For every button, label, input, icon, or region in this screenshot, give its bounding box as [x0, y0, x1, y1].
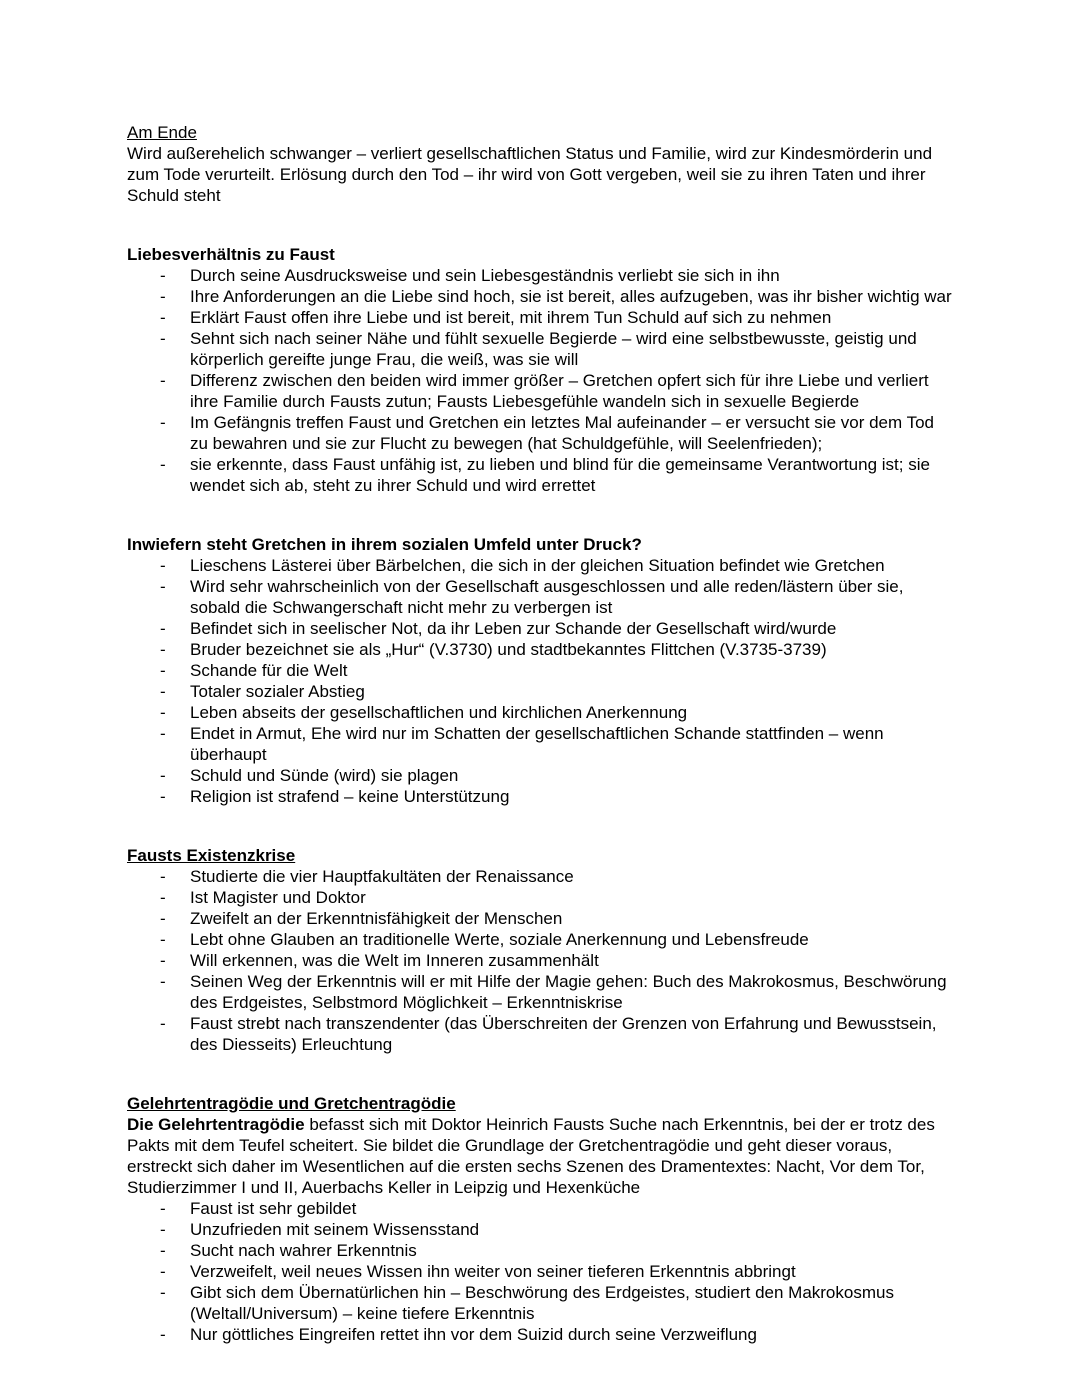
bullet-text: Differenz zwischen den beiden wird immer größer – Gretchen opfert sich für ihre Liebe und verliert ihre Familie durch Fausts zutun; Fausts Liebesgefühle wandeln sich in sexuelle Begierde	[190, 371, 929, 411]
bullet-marker: -	[160, 1262, 166, 1281]
list-item	[127, 702, 953, 723]
bullet-text: Faust strebt nach transzendenter (das Überschreiten der Grenzen von Erfahrung und Bewusstsein, des Diesseits) Erleuchtung	[190, 1014, 937, 1054]
list-item	[127, 307, 953, 328]
list-item	[127, 1013, 953, 1055]
paragraph-text: befasst sich mit Doktor Heinrich Fausts Suche nach Erkenntnis, bei der er trotz des Pakts mit dem Teufel scheitert. Sie bildet die Grundlage der Gretchentragödie und geht dieser voraus, erstreckt sich daher im Wesentlichen auf die ersten sechs Szenen des Dramentextes: Nacht, Vor dem Tor, Studierzimmer I und II, Auerbachs Keller in Leipzig und Hexenküche	[127, 1115, 935, 1197]
bullet-marker: -	[160, 930, 166, 949]
paragraph-lead: Die Gelehrtentragödie	[127, 1115, 305, 1134]
bullet-text: Durch seine Ausdrucksweise und sein Liebesgeständnis verliebt sie sich in ihn	[190, 266, 780, 285]
list-item	[127, 286, 953, 307]
section-heading: Am Ende	[127, 123, 197, 142]
bullet-marker: -	[160, 682, 166, 701]
bullet-text: sie erkennte, dass Faust unfähig ist, zu lieben und blind für die gemeinsame Verantwortung ist; sie wendet sich ab, steht zu ihrer Schuld und wird errettet	[190, 455, 930, 495]
bullet-marker: -	[160, 640, 166, 659]
bullet-text: Gibt sich dem Übernatürlichen hin – Beschwörung des Erdgeistes, studiert den Makrokosmus (Weltall/Universum) – keine tiefere Erkenntnis	[190, 1283, 894, 1323]
bullet-text: Schande für die Welt	[190, 661, 348, 680]
bullet-text: Seinen Weg der Erkenntnis will er mit Hilfe der Magie gehen: Buch des Makrokosmus, Beschwörung des Erdgeistes, Selbstmord Möglichkeit – Erkenntniskrise	[190, 972, 947, 1012]
list-item	[127, 660, 953, 681]
bullet-marker: -	[160, 619, 166, 638]
bullet-text: Nur göttliches Eingreifen rettet ihn vor dem Suizid durch seine Verzweiflung	[190, 1325, 757, 1344]
list-item	[127, 765, 953, 786]
bullet-text: Erklärt Faust offen ihre Liebe und ist bereit, mit ihrem Tun Schuld auf sich zu nehmen	[190, 308, 832, 327]
list-item	[127, 866, 953, 887]
bullet-text: Faust ist sehr gebildet	[190, 1199, 357, 1218]
section-heading: Fausts Existenzkrise	[127, 846, 296, 865]
list-item	[127, 639, 953, 660]
bullet-marker: -	[160, 909, 166, 928]
bullet-text: Leben abseits der gesellschaftlichen und kirchlichen Anerkennung	[190, 703, 688, 722]
list-item	[127, 370, 953, 412]
list-item	[127, 555, 953, 576]
list-item	[127, 1219, 953, 1240]
section	[127, 534, 953, 807]
bullet-marker: -	[160, 287, 166, 306]
bullet-list	[127, 265, 953, 496]
bullet-marker: -	[160, 1199, 166, 1218]
bullet-text: Lebt ohne Glauben an traditionelle Werte, soziale Anerkennung und Lebensfreude	[190, 930, 809, 949]
bullet-text: Zweifelt an der Erkenntnisfähigkeit der Menschen	[190, 909, 563, 928]
bullet-marker: -	[160, 329, 166, 348]
list-item	[127, 723, 953, 765]
bullet-text: Religion ist strafend – keine Unterstützung	[190, 787, 510, 806]
document-body	[127, 122, 953, 1345]
list-item	[127, 618, 953, 639]
list-item	[127, 908, 953, 929]
bullet-text: Studierte die vier Hauptfakultäten der Renaissance	[190, 867, 574, 886]
bullet-marker: -	[160, 766, 166, 785]
bullet-list	[127, 555, 953, 807]
bullet-list	[127, 866, 953, 1055]
list-item	[127, 1261, 953, 1282]
bullet-text: Ist Magister und Doktor	[190, 888, 366, 907]
bullet-text: Unzufrieden mit seinem Wissensstand	[190, 1220, 480, 1239]
list-item	[127, 1282, 953, 1324]
bullet-marker: -	[160, 888, 166, 907]
list-item	[127, 1198, 953, 1219]
bullet-list	[127, 1198, 953, 1345]
bullet-text: Totaler sozialer Abstieg	[190, 682, 365, 701]
section	[127, 244, 953, 496]
list-item	[127, 576, 953, 618]
list-item	[127, 454, 953, 496]
bullet-text: Sehnt sich nach seiner Nähe und fühlt sexuelle Begierde – wird eine selbstbewusste, geistig und körperlich gereifte junge Frau, die weiß, was sie will	[190, 329, 917, 369]
list-item	[127, 786, 953, 807]
list-item	[127, 929, 953, 950]
bullet-marker: -	[160, 1241, 166, 1260]
bullet-text: Verzweifelt, weil neues Wissen ihn weiter von seiner tieferen Erkenntnis abbringt	[190, 1262, 796, 1281]
bullet-marker: -	[160, 867, 166, 886]
list-item	[127, 681, 953, 702]
bullet-marker: -	[160, 703, 166, 722]
bullet-text: Sucht nach wahrer Erkenntnis	[190, 1241, 417, 1260]
bullet-text: Befindet sich in seelischer Not, da ihr Leben zur Schande der Gesellschaft wird/wurde	[190, 619, 837, 638]
bullet-marker: -	[160, 1014, 166, 1033]
bullet-text: Lieschens Lästerei über Bärbelchen, die sich in der gleichen Situation befindet wie Gretchen	[190, 556, 885, 575]
section	[127, 1093, 953, 1345]
bullet-marker: -	[160, 787, 166, 806]
bullet-marker: -	[160, 266, 166, 285]
bullet-marker: -	[160, 413, 166, 432]
list-item	[127, 971, 953, 1013]
bullet-text: Will erkennen, was die Welt im Inneren zusammenhält	[190, 951, 599, 970]
bullet-marker: -	[160, 1220, 166, 1239]
bullet-marker: -	[160, 1283, 166, 1302]
section-heading: Inwiefern steht Gretchen in ihrem sozialen Umfeld unter Druck?	[127, 535, 642, 554]
bullet-marker: -	[160, 951, 166, 970]
section	[127, 122, 953, 206]
list-item	[127, 1240, 953, 1261]
bullet-marker: -	[160, 1325, 166, 1344]
paragraph: Wird außerehelich schwanger – verliert gesellschaftlichen Status und Familie, wird zur Kindesmörderin und zum Tode verurteilt. Erlösung durch den Tod – ihr wird von Gott vergeben, weil sie zu ihren Taten und ihrer Schuld steht	[127, 144, 933, 205]
list-item	[127, 950, 953, 971]
bullet-marker: -	[160, 972, 166, 991]
bullet-marker: -	[160, 724, 166, 743]
list-item	[127, 265, 953, 286]
bullet-text: Endet in Armut, Ehe wird nur im Schatten der gesellschaftlichen Schande stattfinden – wenn überhaupt	[190, 724, 884, 764]
bullet-text: Bruder bezeichnet sie als „Hur“ (V.3730) und stadtbekanntes Flittchen (V.3735-3739)	[190, 640, 827, 659]
bullet-text: Wird sehr wahrscheinlich von der Gesellschaft ausgeschlossen und alle reden/lästern über sie, sobald die Schwangerschaft nicht mehr zu verbergen ist	[190, 577, 904, 617]
paragraph	[127, 1114, 953, 1198]
list-item	[127, 412, 953, 454]
bullet-text: Schuld und Sünde (wird) sie plagen	[190, 766, 459, 785]
list-item	[127, 887, 953, 908]
section-heading: Liebesverhältnis zu Faust	[127, 245, 335, 264]
bullet-marker: -	[160, 371, 166, 390]
bullet-marker: -	[160, 577, 166, 596]
bullet-marker: -	[160, 661, 166, 680]
section	[127, 845, 953, 1055]
bullet-text: Ihre Anforderungen an die Liebe sind hoch, sie ist bereit, alles aufzugeben, was ihr bisher wichtig war	[190, 287, 952, 306]
bullet-text: Im Gefängnis treffen Faust und Gretchen ein letztes Mal aufeinander – er versucht sie vor dem Tod zu bewahren und sie zur Flucht zu bewegen (hat Schuldgefühle, will Seelenfrieden);	[190, 413, 934, 453]
list-item	[127, 1324, 953, 1345]
section-heading: Gelehrtentragödie und Gretchentragödie	[127, 1094, 456, 1113]
bullet-marker: -	[160, 308, 166, 327]
bullet-marker: -	[160, 455, 166, 474]
list-item	[127, 328, 953, 370]
bullet-marker: -	[160, 556, 166, 575]
